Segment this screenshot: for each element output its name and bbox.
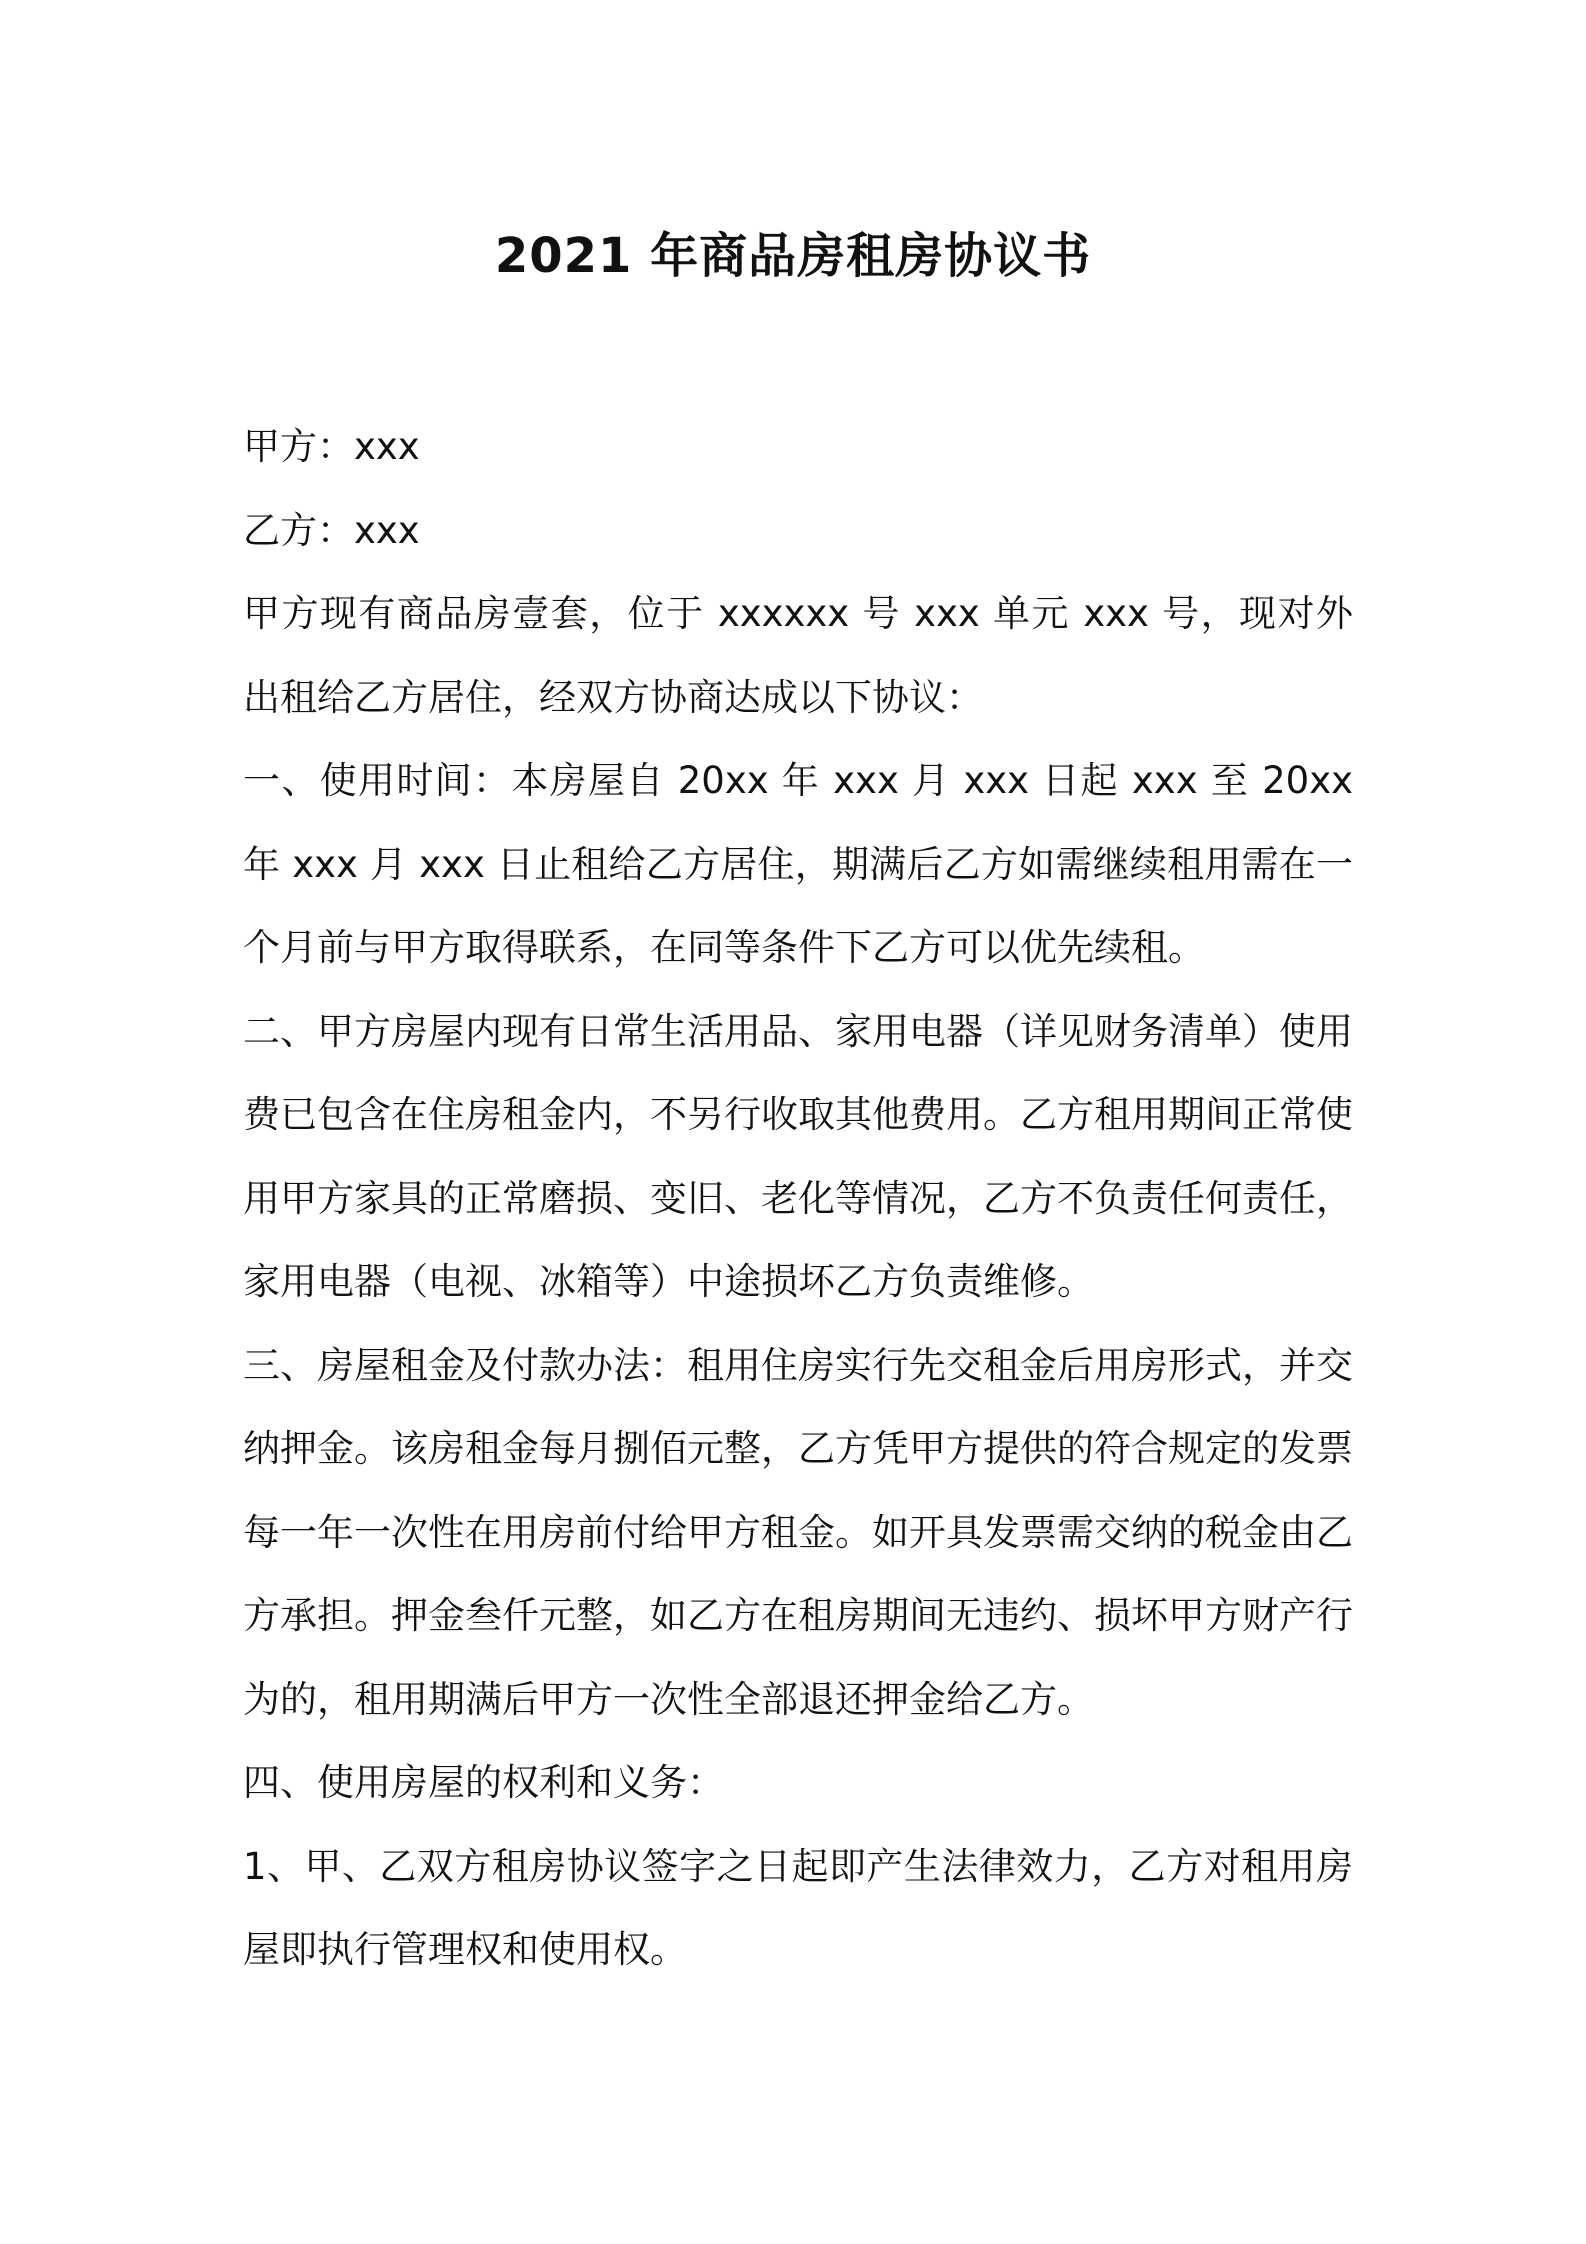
clause-4-heading: 四、使用房屋的权利和义务： [243, 1761, 724, 1804]
clause-2-furnishings: 二、甲方房屋内现有日常生活用品、家用电器（详见财务清单）使用费已包含在住房租金内，不另行收取其他费用。乙方租用期间正常使用甲方家具的正常磨损、变旧、老化等情况，乙方不负责任何责任，家用电器（电视、冰箱等）中途损坏乙方负责维修。 [243, 1009, 1353, 1303]
clause-4-item-1: 1、甲、乙双方租房协议签字之日起即产生法律效力，乙方对租用房屋即执行管理权和使用权。 [243, 1844, 1353, 1971]
clause-1-usage-period: 一、使用时间：本房屋自 20xx 年 xxx 月 xxx 日起 xxx 至 20xx 年 xxx 月 xxx 日止租给乙方居住，期满后乙方如需继续租用需在一个月前与甲方取得联系，在同等条件下乙方可以优先续租。 [243, 759, 1353, 969]
document-body [243, 405, 1353, 1992]
document-title: 2021 年商品房租房协议书 [494, 228, 1092, 284]
party-b-line: 乙方：xxx [243, 508, 420, 552]
preamble-paragraph: 甲方现有商品房壹套，位于 xxxxxx 号 xxx 单元 xxx 号，现对外出租给乙方居住，经双方协商达成以下协议： [243, 592, 1353, 719]
clause-3-rent-payment: 三、房屋租金及付款办法：租用住房实行先交租金后用房形式，并交纳押金。该房租金每月捌佰元整，乙方凭甲方提供的符合规定的发票每一年一次性在用房前付给甲方租金。如开具发票需交纳的税金由乙方承担。押金叁仟元整，如乙方在租房期间无违约、损坏甲方财产行为的，租用期满后甲方一次性全部退还押金给乙方。 [243, 1343, 1353, 1721]
party-a-line: 甲方：xxx [243, 425, 420, 468]
